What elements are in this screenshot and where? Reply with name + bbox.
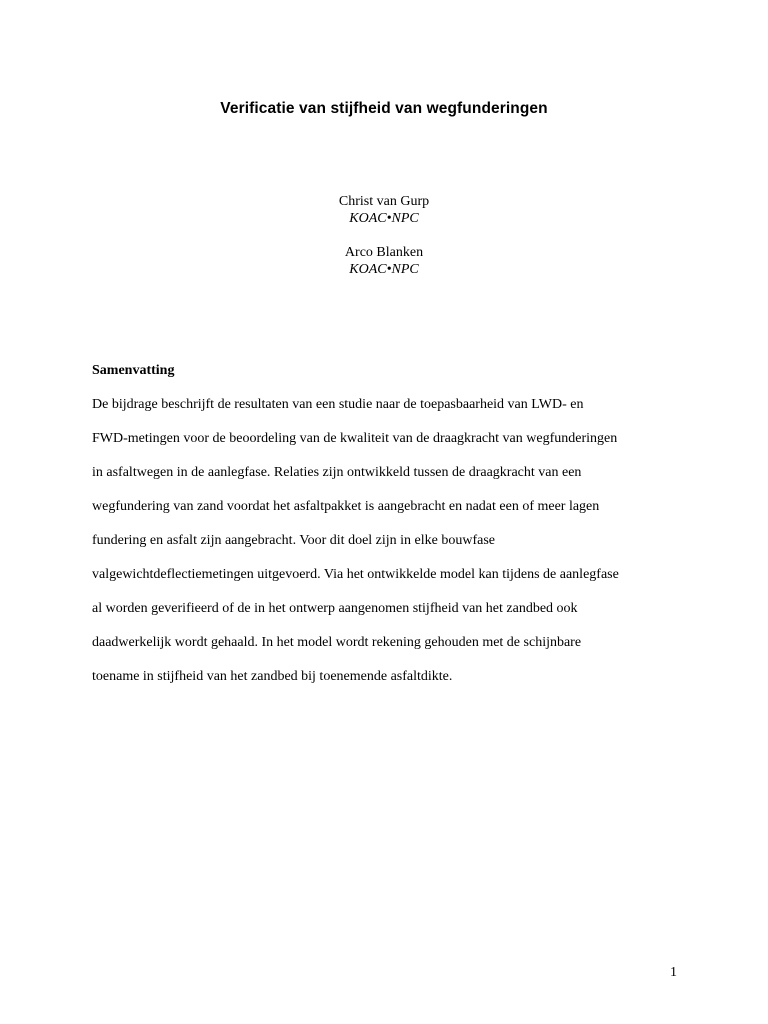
abstract-line: wegfundering van zand voordat het asfaltpakket is aangebracht en nadat een of meer lagen (92, 499, 600, 514)
abstract-line: valgewichtdeflectiemetingen uitgevoerd. Via het ontwikkelde model kan tijdens de aanlegfase (92, 567, 619, 582)
author-affiliation: KOAC•NPC (349, 262, 419, 277)
abstract-line: De bijdrage beschrijft de resultaten van een studie naar de toepasbaarheid van LWD- en (92, 397, 584, 412)
abstract-line: al worden geverifieerd of de in het ontwerp aangenomen stijfheid van het zandbed ook (92, 601, 578, 616)
author-name: Arco Blanken (344, 245, 424, 260)
document-title: Verificatie van stijfheid van wegfunderingen (220, 100, 548, 117)
abstract-heading: Samenvatting (92, 363, 175, 378)
author-block (0, 193, 768, 227)
abstract-line: daadwerkelijk wordt gehaald. In het model wordt rekening gehouden met de schijnbare (92, 635, 582, 650)
author-list (0, 193, 768, 295)
abstract-body (92, 379, 692, 702)
author-name: Christ van Gurp (338, 194, 430, 209)
author-affiliation: KOAC•NPC (349, 211, 419, 226)
page-number: 1 (670, 965, 677, 980)
abstract-line: toename in stijfheid van het zandbed bij toenemende asfaltdikte. (92, 669, 453, 684)
author-block (0, 244, 768, 278)
abstract-line: FWD-metingen voor de beoordeling van de kwaliteit van de draagkracht van wegfunderingen (92, 431, 618, 446)
abstract-line: in asfaltwegen in de aanlegfase. Relaties zijn ontwikkeld tussen de draagkracht van een (92, 465, 582, 480)
abstract-section (92, 362, 692, 702)
abstract-line: fundering en asfalt zijn aangebracht. Voor dit doel zijn in elke bouwfase (92, 533, 496, 548)
